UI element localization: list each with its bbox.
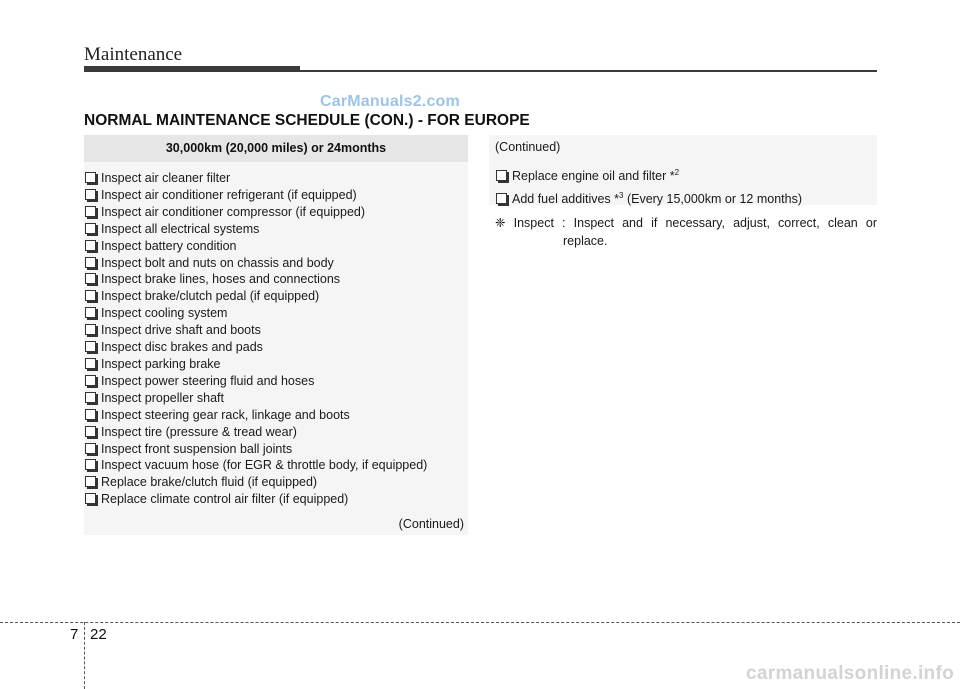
checkbox-icon [85, 426, 96, 437]
list-item [84, 204, 468, 221]
list-item-text: Replace engine oil and filter * [512, 169, 675, 184]
list-item-text: Inspect propeller shaft [101, 390, 224, 405]
list-item [84, 288, 468, 305]
list-item-text: Inspect tire (pressure & tread wear) [101, 424, 297, 439]
checkbox-icon [496, 170, 507, 181]
checkbox-icon [85, 257, 96, 268]
list-item-text: Inspect steering gear rack, linkage and boots [101, 407, 350, 422]
schedule-item-list [84, 162, 468, 508]
list-item [84, 457, 468, 474]
list-item-text: Inspect cooling system [101, 306, 228, 321]
list-item [84, 322, 468, 339]
watermark-bottom: carmanualsonline.info [746, 663, 954, 684]
checkbox-icon [85, 290, 96, 301]
list-item-text: Inspect brake/clutch pedal (if equipped) [101, 289, 320, 304]
note-text-line1: Inspect : Inspect and if necessary, adjust, correct, clean or [513, 216, 877, 230]
list-item [84, 491, 468, 508]
list-item-text: Add fuel additives * [512, 192, 620, 207]
checkbox-icon [85, 172, 96, 183]
page-header-title: Maintenance [84, 44, 183, 65]
header-rule-thick [84, 66, 300, 72]
checkbox-icon [85, 476, 96, 487]
list-item [84, 238, 468, 255]
list-item-text: Inspect brake lines, hoses and connections [101, 272, 341, 287]
list-item [84, 424, 468, 441]
checkbox-icon [85, 375, 96, 386]
list-item-text: Inspect parking brake [101, 356, 221, 371]
list-item [84, 187, 468, 204]
list-item [84, 339, 468, 356]
checkbox-icon [496, 193, 507, 204]
list-item-text: Replace climate control air filter (if equipped) [101, 492, 349, 507]
watermark-top: CarManuals2.com [320, 93, 460, 110]
list-item [495, 186, 802, 209]
continued-label-right: (Continued) [495, 140, 561, 154]
list-item-text: Inspect all electrical systems [101, 221, 260, 236]
list-item-text: Inspect disc brakes and pads [101, 340, 263, 355]
list-item [84, 474, 468, 491]
inspect-note [495, 214, 877, 250]
list-item [84, 255, 468, 272]
list-item-text: Inspect front suspension ball joints [101, 441, 293, 456]
header-rule-thin [300, 70, 877, 72]
checkbox-icon [85, 307, 96, 318]
list-item-text: Inspect vacuum hose (for EGR & throttle body, if equipped) [101, 458, 428, 473]
footnote-marker: 3 [619, 191, 624, 201]
footnote-marker: 2 [674, 168, 680, 177]
checkbox-icon [85, 341, 96, 352]
continued-label-left: (Continued) [398, 517, 464, 531]
checkbox-icon [85, 493, 96, 504]
section-title: NORMAL MAINTENANCE SCHEDULE (CON.) - FOR EUROPE [84, 112, 530, 129]
list-item [84, 271, 468, 288]
checkbox-icon [85, 459, 96, 470]
checkbox-icon [85, 189, 96, 200]
list-item [84, 170, 468, 187]
checkbox-icon [85, 409, 96, 420]
list-item-text: Inspect air conditioner refrigerant (if equipped) [101, 187, 357, 202]
checkbox-icon [85, 223, 96, 234]
footer-vertical-rule [84, 622, 85, 689]
list-item-text: Inspect drive shaft and boots [101, 323, 261, 338]
checkbox-icon [85, 324, 96, 335]
schedule-interval-heading: 30,000km (20,000 miles) or 24months [84, 135, 468, 162]
list-item [495, 163, 802, 186]
list-item [84, 373, 468, 390]
checkbox-icon [85, 392, 96, 403]
list-item-suffix: (Every 15,000km or 12 months) [623, 192, 803, 207]
list-item [84, 356, 468, 373]
checkbox-icon [85, 358, 96, 369]
schedule-panel-left [84, 135, 468, 535]
page-number: 22 [90, 626, 107, 643]
list-item-text: Replace brake/clutch fluid (if equipped) [101, 475, 318, 490]
list-item [84, 221, 468, 238]
list-item-text: Inspect air cleaner filter [101, 171, 231, 185]
footer-rule [0, 622, 960, 623]
schedule-item-list-right [495, 163, 802, 209]
note-line-2: replace. [563, 234, 608, 248]
list-item [84, 407, 468, 424]
chapter-number: 7 [70, 626, 79, 643]
list-item [84, 390, 468, 407]
checkbox-icon [85, 206, 96, 217]
checkbox-icon [85, 443, 96, 454]
list-item-text: Inspect bolt and nuts on chassis and body [101, 255, 334, 270]
checkbox-icon [85, 273, 96, 284]
list-item-text: Inspect battery condition [101, 238, 237, 253]
note-line-1 [495, 214, 877, 232]
list-item-text: Inspect power steering fluid and hoses [101, 373, 315, 388]
list-item [84, 441, 468, 458]
checkbox-icon [85, 240, 96, 251]
list-item [84, 305, 468, 322]
schedule-panel-right [489, 135, 877, 205]
note-symbol-icon: ❈ [495, 216, 506, 230]
list-item-text: Inspect air conditioner compressor (if equipped) [101, 204, 366, 219]
